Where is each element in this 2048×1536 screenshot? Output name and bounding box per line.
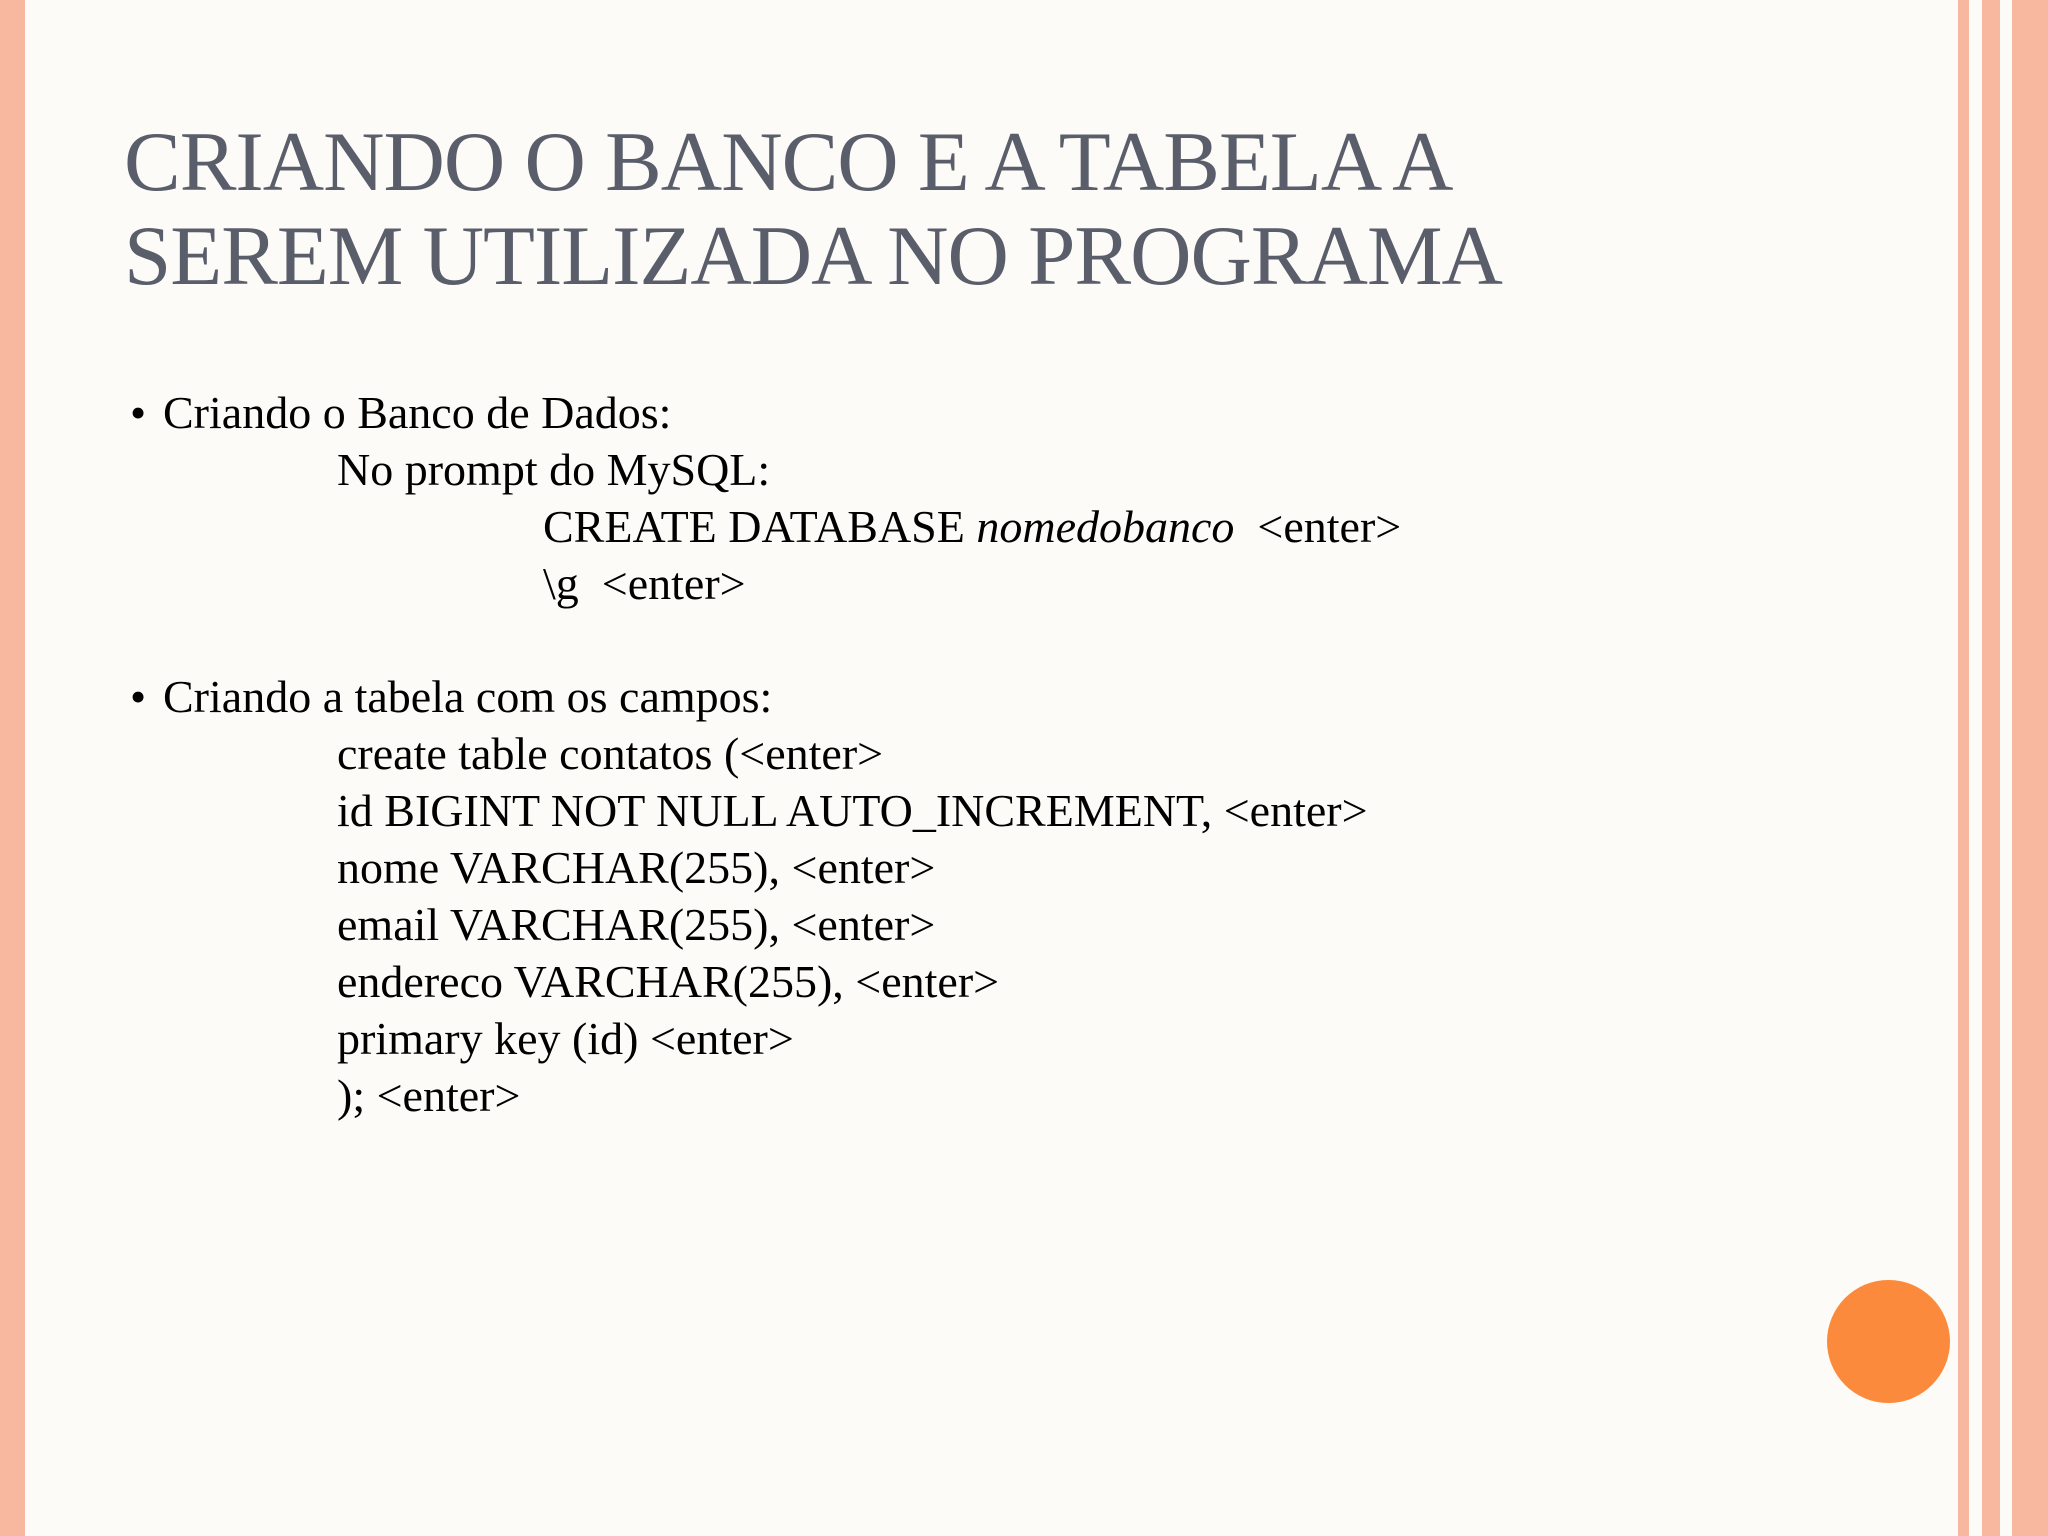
right-decorative-stripe-2 — [1982, 0, 2000, 1536]
bullet-icon: • — [130, 387, 147, 438]
bullet-item-database — [130, 384, 1830, 441]
sql-line-endereco-column: endereco VARCHAR(255), <enter> — [337, 956, 1000, 1007]
sql-line-create-table: create table contatos (<enter> — [337, 728, 884, 779]
sql-line-primary-key: primary key (id) <enter> — [337, 1013, 794, 1064]
decorative-orange-circle — [1827, 1280, 1950, 1403]
sql-line-nome-column: nome VARCHAR(255), <enter> — [337, 842, 936, 893]
sql-line-id-column: id BIGINT NOT NULL AUTO_INCREMENT, <enter> — [337, 785, 1368, 836]
go-command: \g <enter> — [543, 558, 746, 609]
slide-title-line-1: CRIANDO O BANCO E A TABELA A — [124, 115, 1453, 209]
create-database-keyword: CREATE DATABASE — [543, 501, 977, 552]
bullet-text-database: Criando o Banco de Dados: — [163, 387, 672, 438]
slide-content — [130, 384, 1830, 1124]
slide-title-line-2: SEREM UTILIZADA NO PROGRAMA — [124, 209, 1502, 303]
create-database-enter: <enter> — [1234, 501, 1402, 552]
left-decorative-stripe — [0, 0, 25, 1536]
slide-title — [124, 115, 1624, 303]
sql-line-email-column: email VARCHAR(255), <enter> — [337, 899, 936, 950]
create-database-command — [130, 498, 1830, 555]
bullet-item-table — [130, 668, 1830, 725]
spacer — [130, 612, 1830, 668]
bullet-text-table: Criando a tabela com os campos: — [163, 671, 773, 722]
bullet-icon: • — [130, 671, 147, 722]
sql-line-close: ); <enter> — [337, 1070, 521, 1121]
database-name-placeholder: nomedobanco — [976, 501, 1235, 552]
right-decorative-stripe-1 — [1958, 0, 1969, 1536]
right-decorative-stripe-3 — [2012, 0, 2048, 1536]
prompt-line: No prompt do MySQL: — [337, 444, 771, 495]
